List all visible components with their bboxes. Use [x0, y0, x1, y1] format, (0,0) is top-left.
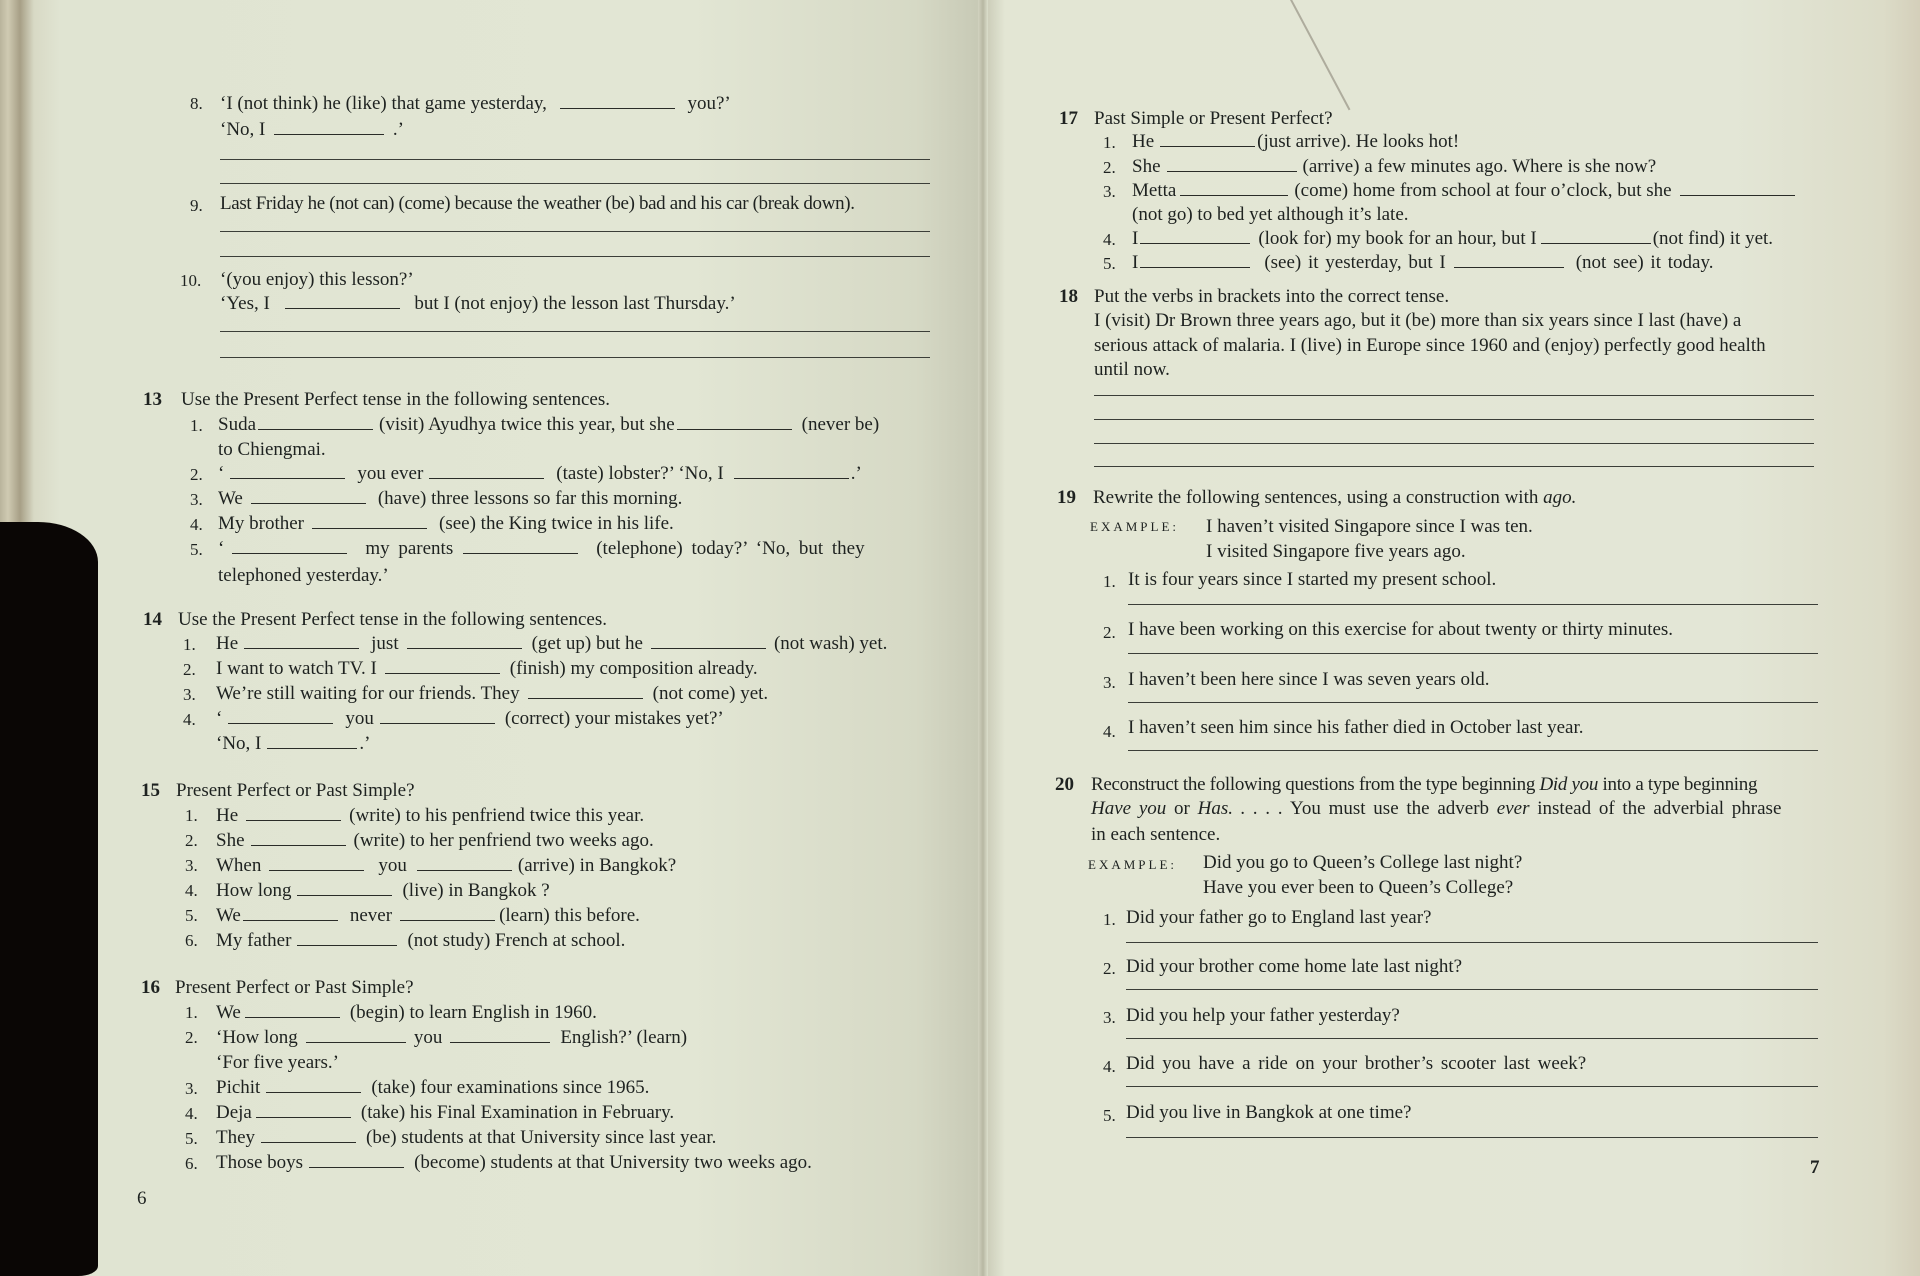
exercise-item: He (write) to his penfriend twice this year. [216, 805, 645, 826]
item-number: 3. [1103, 673, 1116, 692]
item-number: 4. [1103, 722, 1116, 741]
answer-blank[interactable] [385, 659, 500, 674]
exercise-item-8-line2: ‘No, I .’ [220, 119, 404, 140]
answer-blank[interactable] [258, 415, 373, 430]
answer-blank[interactable] [677, 415, 792, 430]
exercise-item-cont: ‘No, I .’ [216, 733, 371, 754]
section-title: Use the Present Perfect tense in the following sentences. [178, 609, 607, 630]
item-number: 1. [185, 1003, 198, 1022]
exercise-item: I have been working on this exercise for about twenty or thirty minutes. [1128, 619, 1674, 640]
section-title-line2: Have you or Has. . . . . You must use the adverb ever instead of the adverbial phrase [1091, 798, 1782, 819]
item-number: 2. [185, 1028, 198, 1047]
item-number: 2. [183, 660, 196, 679]
exercise-item: I want to watch TV. I (finish) my composition already. [216, 658, 758, 679]
answer-blank[interactable] [228, 709, 333, 724]
exercise-item-cont: telephoned yesterday.’ [218, 565, 389, 586]
item-number: 1. [1103, 910, 1116, 929]
item-number: 3. [1103, 1008, 1116, 1027]
item-number: 5. [185, 1129, 198, 1148]
exercise-item-10-line2: ‘Yes, I but I (not enjoy) the lesson last Thursday.’ [220, 293, 736, 314]
answer-line[interactable] [1126, 1137, 1818, 1138]
exercise-item: Did you live in Bangkok at one time? [1126, 1102, 1412, 1123]
section-number: 16 [141, 977, 160, 998]
section-number: 18 [1059, 286, 1078, 307]
exercise-item: Pichit (take) four examinations since 1965. [216, 1077, 650, 1098]
item-number: 3. [185, 1079, 198, 1098]
section-number: 13 [143, 389, 162, 410]
item-number: 3. [185, 856, 198, 875]
answer-blank[interactable] [560, 94, 675, 109]
answer-blank[interactable] [285, 294, 400, 309]
exercise-item: ‘ my parents (telephone) today?’ ‘No, but they [218, 538, 865, 559]
answer-line[interactable] [1128, 653, 1818, 654]
exercise-item: Those boys (become) students at that University two weeks ago. [216, 1152, 812, 1173]
exercise-item: Deja (take) his Final Examination in February. [216, 1102, 675, 1123]
item-number: 4. [183, 710, 196, 729]
item-number: 5. [1103, 254, 1116, 273]
exercise-item: When you (arrive) in Bangkok? [216, 855, 677, 876]
item-number: 4. [190, 515, 203, 534]
answer-blank[interactable] [380, 709, 495, 724]
answer-line[interactable] [220, 331, 930, 332]
paragraph-line: until now. [1094, 359, 1170, 380]
answer-blank[interactable] [297, 881, 392, 896]
exercise-item-10: ‘(you enjoy) this lesson?’ [220, 269, 414, 290]
answer-blank[interactable] [245, 1003, 340, 1018]
exercise-item: We never (learn) this before. [216, 905, 640, 926]
exercise-item: It is four years since I started my present school. [1128, 569, 1497, 590]
exercise-item: She (arrive) a few minutes ago. Where is she now? [1132, 156, 1657, 177]
answer-line[interactable] [1128, 750, 1818, 751]
item-number: 6. [185, 1154, 198, 1173]
answer-line[interactable] [1126, 942, 1818, 943]
thumb-shadow [0, 522, 98, 1276]
answer-line[interactable] [1128, 604, 1818, 605]
section-title: Use the Present Perfect tense in the following sentences. [181, 389, 610, 410]
item-number: 1. [190, 416, 203, 435]
answer-line[interactable] [1126, 1038, 1818, 1039]
page-number-right: 7 [1810, 1157, 1820, 1178]
item-number: 8. [190, 94, 203, 113]
item-number: 2. [185, 831, 198, 850]
section-title: Past Simple or Present Perfect? [1094, 108, 1333, 129]
answer-line[interactable] [1094, 419, 1814, 420]
exercise-item: I haven’t seen him since his father died in October last year. [1128, 717, 1584, 738]
answer-blank[interactable] [1140, 229, 1250, 244]
answer-line[interactable] [1094, 395, 1814, 396]
exercise-item: We (have) three lessons so far this morning. [218, 488, 683, 509]
answer-blank[interactable] [269, 856, 364, 871]
page-number-left: 6 [137, 1188, 147, 1209]
answer-line[interactable] [220, 256, 930, 257]
example-line: Did you go to Queen’s College last night? [1203, 852, 1523, 873]
answer-blank[interactable] [230, 464, 345, 479]
item-number: 10. [180, 271, 202, 290]
exercise-item-8: ‘I (not think) he (like) that game yesterday, you?’ [220, 93, 731, 114]
answer-blank[interactable] [256, 1103, 351, 1118]
exercise-item: Did you have a ride on your brother’s scooter last week? [1126, 1053, 1587, 1074]
exercise-item: She (write) to her penfriend two weeks ago. [216, 830, 654, 851]
exercise-item: We (begin) to learn English in 1960. [216, 1002, 597, 1023]
exercise-item: How long (live) in Bangkok ? [216, 880, 550, 901]
answer-blank[interactable] [417, 856, 512, 871]
answer-line[interactable] [220, 183, 930, 184]
answer-blank[interactable] [450, 1028, 550, 1043]
example-line: I haven’t visited Singapore since I was ten. [1206, 516, 1533, 537]
example-label: EXAMPLE: [1088, 857, 1177, 872]
answer-blank[interactable] [261, 1128, 356, 1143]
answer-blank[interactable] [1680, 181, 1795, 196]
paragraph-line: I (visit) Dr Brown three years ago, but it (be) more than six years since I last (have) a [1094, 310, 1742, 331]
section-title: Rewrite the following sentences, using a construction with ago. [1093, 487, 1577, 508]
section-title: Reconstruct the following questions from the type beginning Did you into a type beginning [1091, 774, 1758, 795]
answer-line[interactable] [220, 357, 930, 358]
exercise-item: I (look for) my book for an hour, but I (not find) it yet. [1132, 228, 1774, 249]
exercise-item: He just (get up) but he (not wash) yet. [216, 633, 888, 654]
answer-line[interactable] [220, 231, 930, 232]
section-number: 17 [1059, 108, 1078, 129]
answer-blank[interactable] [528, 684, 643, 699]
answer-blank[interactable] [1454, 253, 1564, 268]
exercise-item-cont: ‘For five years.’ [216, 1052, 339, 1073]
exercise-item: He (just arrive). He looks hot! [1132, 131, 1460, 152]
exercise-item: I (see) it yesterday, but I (not see) it today. [1132, 252, 1714, 273]
answer-line[interactable] [1126, 989, 1818, 990]
answer-line[interactable] [1094, 443, 1814, 444]
item-number: 6. [185, 931, 198, 950]
section-title-line3: in each sentence. [1091, 824, 1221, 845]
answer-blank[interactable] [251, 831, 346, 846]
answer-line[interactable] [220, 159, 930, 160]
item-number: 9. [190, 196, 203, 215]
answer-blank[interactable] [463, 539, 578, 554]
item-number: 5. [185, 906, 198, 925]
section-number: 20 [1055, 774, 1074, 795]
item-number: 3. [183, 685, 196, 704]
exercise-item: We’re still waiting for our friends. They (not come) yet. [216, 683, 769, 704]
answer-line[interactable] [1128, 702, 1818, 703]
answer-blank[interactable] [1167, 157, 1297, 172]
exercise-item: ‘ you ever (taste) lobster?’ ‘No, I .’ [218, 463, 862, 484]
item-number: 3. [190, 490, 203, 509]
item-number: 2. [1103, 623, 1116, 642]
example-label: EXAMPLE: [1090, 519, 1179, 534]
answer-blank[interactable] [1140, 253, 1250, 268]
answer-blank[interactable] [274, 120, 384, 135]
answer-blank[interactable] [244, 634, 359, 649]
example-line: Have you ever been to Queen’s College? [1203, 877, 1514, 898]
exercise-item: Suda (visit) Ayudhya twice this year, but she (never be) [218, 414, 880, 435]
book-gutter [978, 0, 988, 1276]
item-number: 1. [1103, 133, 1116, 152]
exercise-item: ‘How long you English?’ (learn) [216, 1027, 688, 1048]
answer-blank[interactable] [309, 1153, 404, 1168]
item-number: 2. [1103, 158, 1116, 177]
answer-blank[interactable] [243, 906, 338, 921]
answer-blank[interactable] [429, 464, 544, 479]
answer-line[interactable] [1126, 1086, 1818, 1087]
answer-line[interactable] [1094, 466, 1814, 467]
item-number: 1. [185, 806, 198, 825]
exercise-item-cont: to Chiengmai. [218, 439, 326, 460]
section-title: Present Perfect or Past Simple? [176, 780, 415, 801]
item-number: 2. [190, 465, 203, 484]
exercise-item: Metta (come) home from school at four o’clock, but she [1132, 178, 1795, 203]
answer-blank[interactable] [251, 489, 366, 504]
section-title: Present Perfect or Past Simple? [175, 977, 414, 998]
exercise-item: Did your father go to England last year? [1126, 907, 1432, 928]
paragraph-line: serious attack of malaria. I (live) in Europe since 1960 and (enjoy) perfectly good health [1094, 335, 1766, 356]
answer-blank[interactable] [246, 806, 341, 821]
exercise-item: They (be) students at that University since last year. [216, 1127, 717, 1148]
answer-blank[interactable] [1541, 229, 1651, 244]
answer-blank[interactable] [1160, 132, 1255, 147]
item-number: 4. [185, 881, 198, 900]
section-number: 19 [1057, 487, 1076, 508]
item-number: 4. [1103, 1057, 1116, 1076]
answer-blank[interactable] [407, 634, 522, 649]
answer-blank[interactable] [232, 539, 347, 554]
exercise-item: Did you help your father yesterday? [1126, 1005, 1400, 1026]
exercise-item: Did your brother come home late last night? [1126, 956, 1463, 977]
exercise-item: My father (not study) French at school. [216, 930, 626, 951]
item-number: 1. [1103, 572, 1116, 591]
item-number: 5. [190, 540, 203, 559]
item-number: 2. [1103, 959, 1116, 978]
exercise-item-cont: (not go) to bed yet although it’s late. [1132, 204, 1409, 225]
exercise-item: I haven’t been here since I was seven years old. [1128, 669, 1490, 690]
section-title: Put the verbs in brackets into the correct tense. [1094, 286, 1450, 307]
section-number: 15 [141, 780, 160, 801]
exercise-item-9: Last Friday he (not can) (come) because the weather (be) bad and his car (break down). [220, 193, 855, 214]
item-number: 4. [185, 1104, 198, 1123]
item-number: 5. [1103, 1106, 1116, 1125]
example-line: I visited Singapore five years ago. [1206, 541, 1466, 562]
answer-blank[interactable] [266, 1078, 361, 1093]
answer-blank[interactable] [267, 734, 357, 749]
answer-blank[interactable] [651, 634, 766, 649]
item-number: 1. [183, 635, 196, 654]
answer-blank[interactable] [400, 906, 495, 921]
item-number: 4. [1103, 230, 1116, 249]
section-number: 14 [143, 609, 162, 630]
item-number: 3. [1103, 182, 1116, 201]
answer-blank[interactable] [306, 1028, 406, 1043]
answer-blank[interactable] [312, 514, 427, 529]
exercise-item: My brother (see) the King twice in his life. [218, 513, 674, 534]
answer-blank[interactable] [297, 931, 397, 946]
answer-blank[interactable] [1180, 181, 1288, 196]
answer-blank[interactable] [734, 464, 849, 479]
exercise-item: ‘ you (correct) your mistakes yet?’ [216, 708, 724, 729]
